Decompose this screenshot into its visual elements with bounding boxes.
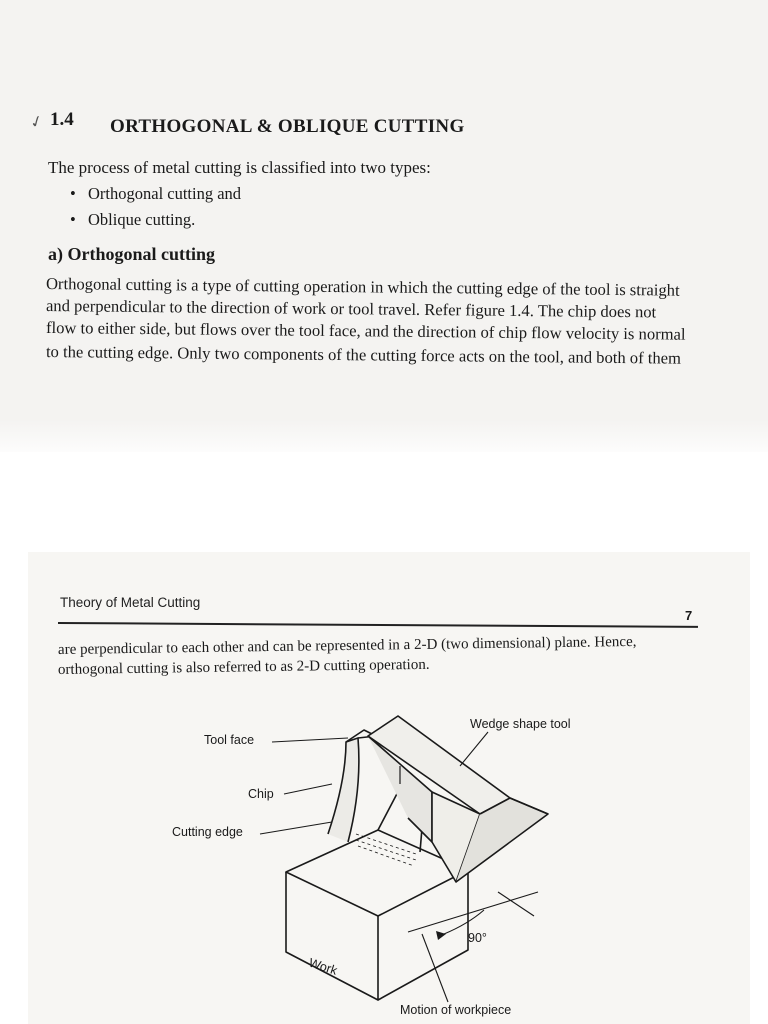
paragraph-line: orthogonal cutting is also referred to as 2-D cutting operation. [57,656,430,678]
chip-shape [328,738,359,842]
blank-gap [0,452,768,552]
bullet-icon: • [70,210,76,229]
label-chip: Chip [248,787,274,801]
upper-page [0,0,768,452]
label-tool-face: Tool face [204,733,255,747]
running-title: Theory of Metal Cutting [60,595,201,610]
label-work: Work [307,955,339,978]
pencil-tick-mark: ✓ [27,112,47,133]
list-item: • Oblique cutting. [70,210,196,229]
paragraph-line: and perpendicular to the direction of work or tool travel. Refer figure 1.4. The chip does not [45,296,657,322]
section-title: ORTHOGONAL & OBLIQUE CUTTING [110,116,465,137]
chip-leader [284,784,332,794]
cutting-zone-hatch [356,834,416,866]
subheading: a) Orthogonal cutting [48,244,216,264]
lower-page [28,552,750,1024]
paragraph-line: Orthogonal cutting is a type of cutting operation in which the cutting edge of the tool is straight [45,274,680,300]
orthogonal-cutting-figure [28,552,750,1024]
paragraph-line: to the cutting edge. Only two components of the cutting force acts on the tool, and both of them [45,342,682,368]
arrow-head-icon [436,931,446,940]
page-number: 7 [685,608,693,623]
work-side-face [378,870,468,1000]
page-edge-shadow [0,420,768,452]
paragraph-line: flow to either side, but flows over the tool face, and the direction of chip flow velocity is normal [45,318,686,344]
cutting-edge-leader [260,822,332,834]
section-number: 1.4 [50,109,74,130]
normal-line [408,892,538,932]
cutting-edge-direction-line [498,892,534,916]
tool-face-leader [272,738,348,742]
label-cutting-edge: Cutting edge [172,825,243,839]
list-item: • Orthogonal cutting and [70,184,242,203]
motion-leader [422,934,448,1002]
label-angle: 90° [468,931,487,945]
bullet-icon: • [70,184,76,203]
label-wedge-tool: Wedge shape tool [470,717,571,731]
intro-text: The process of metal cutting is classified into two types: [48,158,431,177]
paragraph-line: are perpendicular to each other and can be represented in a 2-D (two dimensional) plane. Hence, [57,633,637,658]
wedge-tool-leader [460,732,488,766]
work-front-face [286,872,378,1000]
label-motion: Motion of workpiece [400,1003,512,1017]
